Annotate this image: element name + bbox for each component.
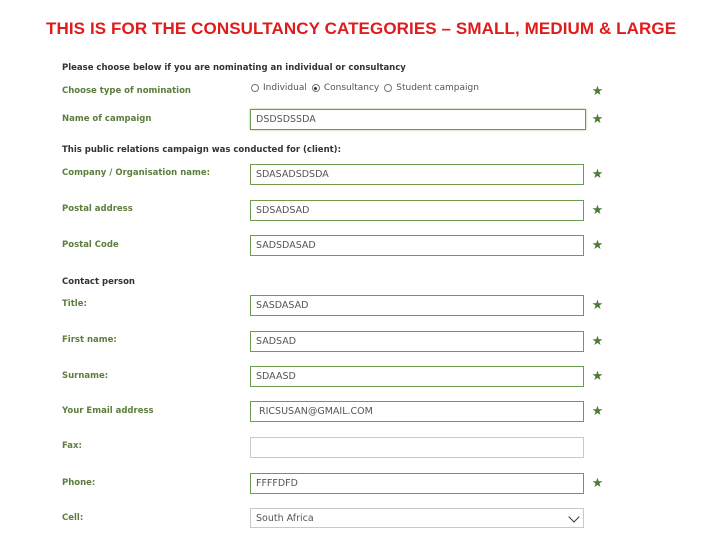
required-star-icon: ★	[591, 368, 604, 383]
radio-student-circle[interactable]	[384, 84, 392, 92]
postal-code-label: Postal Code	[62, 240, 119, 250]
email-input[interactable]: RICSUSAN@GMAIL.COM	[250, 401, 584, 422]
contact-section-heading: Contact person	[62, 277, 135, 287]
company-input[interactable]: SDASADSDSDA	[250, 164, 584, 185]
first-name-input[interactable]: SADSAD	[250, 331, 584, 352]
surname-input[interactable]: SDAASD	[250, 366, 584, 387]
radio-individual-circle[interactable]	[251, 84, 259, 92]
nomination-radio-group	[251, 83, 484, 93]
required-star-icon: ★	[591, 237, 604, 252]
title-input[interactable]: SASDASAD	[250, 295, 584, 316]
postal-address-label: Postal address	[62, 204, 133, 214]
surname-label: Surname:	[62, 371, 109, 381]
phone-label: Phone:	[62, 478, 96, 488]
title-label: Title:	[62, 299, 87, 309]
radio-student-label: Student campaign	[396, 83, 479, 93]
page-banner: THIS IS FOR THE CONSULTANCY CATEGORIES – SMALL, MEDIUM & LARGE	[46, 19, 677, 38]
cell-country-value: South Africa	[256, 513, 314, 524]
cell-label: Cell:	[62, 513, 84, 523]
cell-country-select[interactable]	[250, 508, 584, 528]
campaign-label: Name of campaign	[62, 114, 152, 124]
chevron-down-icon[interactable]	[568, 511, 579, 522]
required-star-icon: ★	[591, 475, 604, 490]
required-star-icon: ★	[591, 83, 604, 98]
intro-text: Please choose below if you are nominating an individual or consultancy	[62, 63, 406, 73]
required-star-icon: ★	[591, 333, 604, 348]
required-star-icon: ★	[591, 166, 604, 181]
nomination-label: Choose type of nomination	[62, 86, 191, 96]
company-label: Company / Organisation name:	[62, 168, 211, 178]
required-star-icon: ★	[591, 111, 604, 126]
radio-student-campaign[interactable]	[384, 83, 479, 93]
email-label: Your Email address	[62, 406, 154, 416]
radio-consultancy-circle[interactable]	[312, 84, 320, 92]
radio-consultancy[interactable]	[312, 83, 379, 93]
required-star-icon: ★	[591, 202, 604, 217]
required-star-icon: ★	[591, 297, 604, 312]
postal-code-input[interactable]: SADSDASAD	[250, 235, 584, 256]
postal-address-input[interactable]: SDSADSAD	[250, 200, 584, 221]
campaign-name-input[interactable]: DSDSDSSDA	[250, 109, 586, 130]
phone-input[interactable]: FFFFDFD	[250, 473, 584, 494]
radio-consultancy-label: Consultancy	[323, 83, 380, 93]
first-name-label: First name:	[62, 335, 117, 345]
client-section-heading: This public relations campaign was conducted for (client):	[62, 145, 341, 155]
fax-label: Fax:	[62, 441, 82, 451]
required-star-icon: ★	[591, 403, 604, 418]
radio-individual[interactable]	[251, 83, 307, 93]
fax-input[interactable]	[250, 437, 584, 458]
radio-individual-label: Individual	[263, 83, 307, 93]
